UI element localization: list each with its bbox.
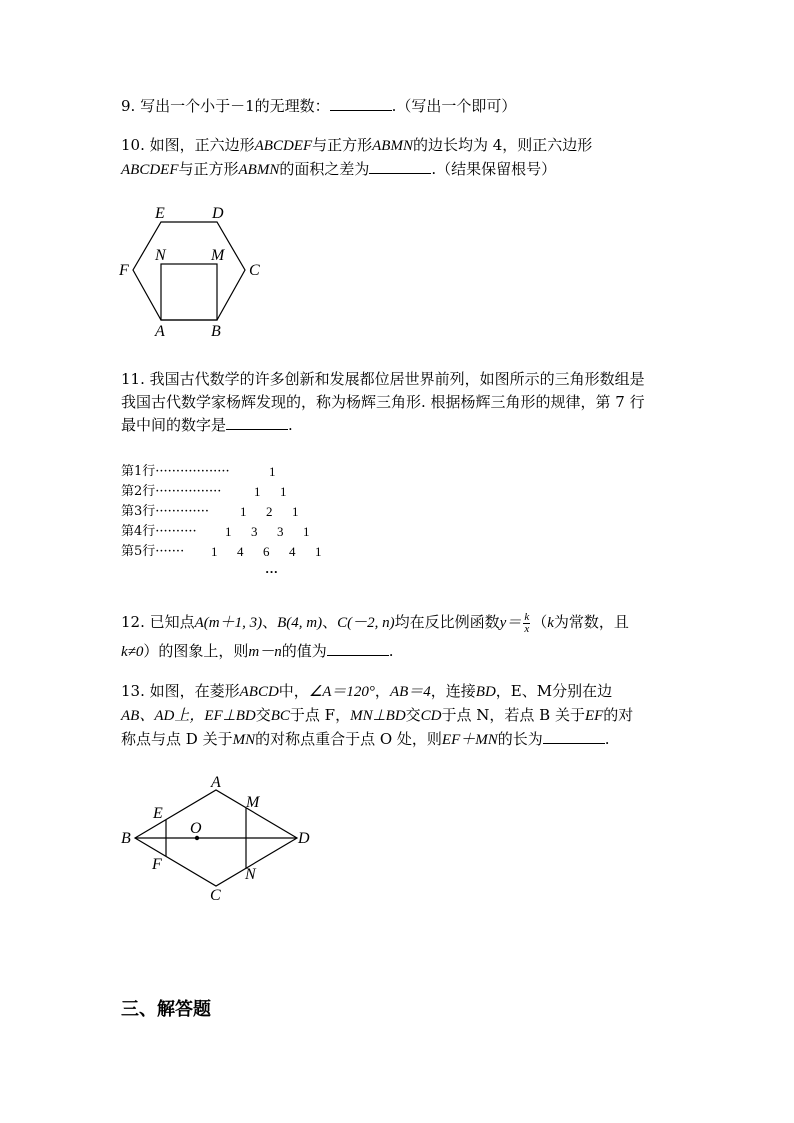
q10-hexagon-name: ABCDEF [121, 162, 179, 178]
label-C: C [249, 262, 260, 279]
label-F: F [119, 262, 129, 279]
q10-text: 的边长均为 4，则正六边形 [412, 136, 593, 154]
q12-text: 、 [322, 613, 338, 631]
q12-text: 为常数，且 [553, 613, 629, 631]
q13-sum: EF＋MN [441, 732, 498, 748]
q12-text: （ [532, 613, 548, 631]
q13-side: AB＝4 [389, 684, 431, 700]
label-N: N [245, 866, 256, 883]
q13-text: ， [374, 682, 390, 700]
hexagon-shape [133, 222, 245, 320]
q13-text: 13. 如图，在菱形 [121, 682, 240, 700]
q11-answer-blank[interactable] [226, 415, 288, 430]
q13-text: AB、AD上， [121, 708, 205, 724]
q10-text: 与正方形 [312, 136, 373, 154]
q13-side-bc: BC [270, 708, 290, 724]
label-D: D [298, 830, 310, 847]
q13-answer-blank[interactable] [543, 729, 605, 744]
q13-rhombus-figure [115, 775, 315, 905]
q12-fraction-denominator: x [524, 622, 530, 635]
q13-text: 中， [278, 682, 309, 700]
q10-hexagon-name: ABCDEF [254, 138, 313, 154]
row-numbers: 1 2 1 [240, 504, 299, 519]
q13-rhombus-name: ABCD [239, 684, 279, 700]
q11-text: 最中间的数字是 [121, 416, 227, 434]
q10-text: 的面积之差为 [279, 160, 370, 178]
question-11-line2: 我国古代数学家杨辉发现的，称为杨辉三角形. 根据杨辉三角形的规律，第 7 行 [121, 393, 645, 411]
q13-text: 的对 [603, 706, 634, 724]
question-11-line3 [121, 413, 293, 437]
label-A: A [155, 323, 165, 340]
q12-text: 均在反比例函数 [394, 613, 500, 631]
q12-condition: k≠0 [121, 644, 144, 660]
triangle-ellipsis: ··· [265, 564, 279, 579]
question-13-line2 [121, 703, 633, 728]
section-heading: 三、解答题 [121, 999, 211, 1020]
label-B: B [121, 830, 131, 847]
label-M: M [211, 247, 225, 264]
q12-fraction-numerator: k [524, 610, 530, 623]
q13-segment-ef: EF [584, 708, 604, 724]
q12-answer-blank[interactable] [327, 641, 389, 656]
question-12-line2 [121, 639, 394, 664]
q12-fraction [523, 612, 530, 635]
q13-text: 交 [255, 706, 271, 724]
row-numbers: 1 4 6 4 1 [211, 544, 322, 559]
question-10-line2 [121, 157, 556, 182]
row-label: 第3行············· [121, 504, 209, 519]
row-label: 第1行·················· [121, 464, 230, 479]
row-numbers: 1 3 3 1 [225, 524, 310, 539]
question-13-line1 [121, 679, 612, 704]
q12-point-c: C(－2, n) [337, 615, 395, 631]
label-F: F [152, 856, 162, 873]
q12-k: k [547, 615, 554, 631]
q13-text: ，连接 [430, 682, 476, 700]
q13-text: 于点 N，若点 B 关于 [441, 706, 585, 724]
q10-text: 与正方形 [178, 160, 239, 178]
q12-expression: m－n [248, 644, 282, 660]
q13-perp-mn: MN⊥BD [350, 708, 406, 724]
row-numbers: 1 1 [254, 484, 287, 499]
q10-square-name: ABMN [372, 138, 413, 154]
q10-square-name: ABMN [238, 162, 280, 178]
q13-text: 称点与点 D 关于 [121, 730, 233, 748]
q12-text: . [388, 642, 394, 660]
q13-text: 的长为 [497, 730, 543, 748]
label-A: A [211, 774, 221, 791]
row-label: 第4行·········· [121, 524, 197, 539]
q9-answer-blank[interactable] [330, 96, 392, 111]
label-C: C [210, 887, 221, 904]
q13-text: 于点 F， [289, 706, 351, 724]
q10-hexagon-figure [115, 200, 275, 340]
row-numbers: 1 [269, 464, 276, 479]
row-label: 第5行······· [121, 544, 185, 559]
question-10-line1 [121, 133, 592, 158]
square-shape [161, 264, 217, 320]
question-12-line1 [121, 610, 629, 635]
q12-text: 12. 已知点 [121, 613, 195, 631]
q12-point-b: B(4, m) [277, 615, 323, 631]
q13-side-cd: CD [420, 708, 442, 724]
label-M: M [246, 794, 260, 811]
question-13-line3 [121, 727, 610, 752]
q13-segment-mn: MN [232, 732, 256, 748]
q11-text: . [288, 416, 293, 434]
label-O: O [190, 820, 202, 837]
q12-text: 、 [262, 613, 278, 631]
row-label: 第2行················ [121, 484, 222, 499]
q13-perp-ef: EF⊥BD [204, 708, 256, 724]
question-9 [121, 94, 516, 118]
label-E: E [155, 205, 165, 222]
question-11-line1: 11. 我国古代数学的许多创新和发展都位居世界前列，如图所示的三角形数组是 [121, 370, 645, 388]
label-N: N [155, 247, 166, 264]
label-D: D [212, 205, 224, 222]
q9-prefix: 9. 写出一个小于－1的无理数： [121, 97, 330, 115]
q9-suffix: .（写出一个即可） [391, 97, 517, 115]
q13-text: 的对称点重合于点 O 处，则 [255, 730, 442, 748]
q10-text: 10. 如图，正六边形 [121, 136, 255, 154]
label-B: B [211, 323, 221, 340]
q13-text: ，E、M分别在边 [495, 682, 613, 700]
q12-point-a: A(m＋1, 3) [194, 615, 263, 631]
q13-text: 交 [405, 706, 421, 724]
q10-answer-blank[interactable] [369, 159, 431, 174]
q13-diagonal: BD [475, 684, 496, 700]
q13-angle: ∠A＝120° [308, 684, 375, 700]
q10-text: .（结果保留根号） [431, 160, 557, 178]
q12-text: ）的图象上，则 [143, 642, 249, 660]
q12-function-y: y＝ [499, 615, 522, 631]
q13-text: . [604, 730, 610, 748]
label-E: E [153, 805, 163, 822]
q12-text: 的值为 [281, 642, 327, 660]
